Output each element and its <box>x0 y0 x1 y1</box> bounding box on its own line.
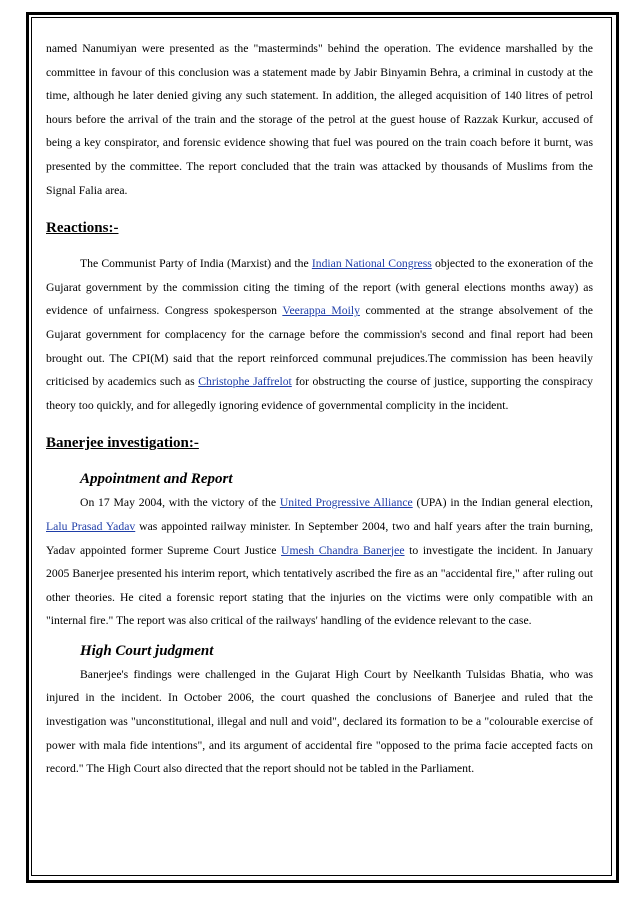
reactions-text-2: objected to the exoneration of the Gujarat government by the commission citing the timing of the report (with general elections months away) as evidence of unfairness. Congress spokesperson <box>46 257 594 318</box>
paragraph-masterminds: named Nanumiyan were presented as the "masterminds" behind the operation. The evidence marshalled by the committee in favour of this conclusion was a statement made by Jabir Binyamin Behra, a criminal in custody at the time, although he later denied giving any such statement. In addition, the alleged acquisition of 140 litres of petrol hours before the arrival of the train and the storage of the petrol at the guest house of Razzak Kurkur, accused of being a key conspirator, and forensic evidence showing that fuel was poured on the train coach before it burnt, was presented by the committee. The report concluded that the train was attacked by thousands of Muslims from the Signal Falia area. <box>46 42 593 197</box>
link-umesh-chandra-banerjee[interactable]: Umesh Chandra Banerjee <box>281 543 405 557</box>
reactions-text-4: for obstructing the course of justice, supporting the conspiracy theory too quickly, and for allegedly ignoring evidence of governmental complicity in the incident. <box>46 375 593 412</box>
link-christophe-jaffrelot[interactable]: Christophe Jaffrelot <box>198 375 292 389</box>
subheading-appointment-report: Appointment and Report <box>80 471 233 488</box>
heading-reactions: Reactions:- <box>46 220 119 237</box>
appointment-text-3: was appointed railway minister. In September 2004, two and half years after the train burning, Yadav appointed former Supreme Court Justice <box>46 519 593 557</box>
reactions-text-1: The Communist Party of India (Marxist) and the <box>80 257 312 271</box>
document-body <box>46 37 593 781</box>
heading-banerjee-investigation: Banerjee investigation:- <box>46 435 199 452</box>
link-veerappa-moily[interactable]: Veerappa Moily <box>282 304 360 318</box>
appointment-text-4: to investigate the incident. In January 2005 Banerjee presented his interim report, which tentatively ascribed the fire as an "accidental fire," after ruling out other theories. He cited a forensic report stating that the injuries on the victims were only compatible with an "internal fire." The report was also critical of the railways' handling of the evidence relevant to the case. <box>46 543 594 628</box>
paragraph-reactions <box>46 252 593 417</box>
subheading-high-court-judgment: High Court judgment <box>80 642 214 659</box>
link-united-progressive-alliance[interactable]: United Progressive Alliance <box>279 496 413 510</box>
reactions-text-3: commented at the strange absolvement of the Gujarat government for complacency for the carnage before the commission's second and final report had been brought out. The CPI(M) said that the report reinforced communal prejudices.The commission has been heavily criticised by academics such as <box>46 304 593 389</box>
paragraph-high-court: Banerjee's findings were challenged in the Gujarat High Court by Neelkanth Tulsidas Bhatia, who was injured in the incident. In October 2006, the court quashed the conclusions of Banerjee and ruled that the investigation was "unconstitutional, illegal and null and void", declared its formation to be a "colourable exercise of power with mala fide intentions", and its argument of accidental fire "opposed to the prima facie accepted facts on record." The High Court also directed that the report should not be tabled in the Parliament. <box>46 667 593 776</box>
appointment-text-2: (UPA) in the Indian general election, <box>412 496 593 510</box>
appointment-text-1: On 17 May 2004, with the victory of the <box>80 496 280 510</box>
link-lalu-prasad-yadav[interactable]: Lalu Prasad Yadav <box>46 519 136 533</box>
link-indian-national-congress[interactable]: Indian National Congress <box>311 257 432 271</box>
paragraph-appointment <box>46 491 593 633</box>
